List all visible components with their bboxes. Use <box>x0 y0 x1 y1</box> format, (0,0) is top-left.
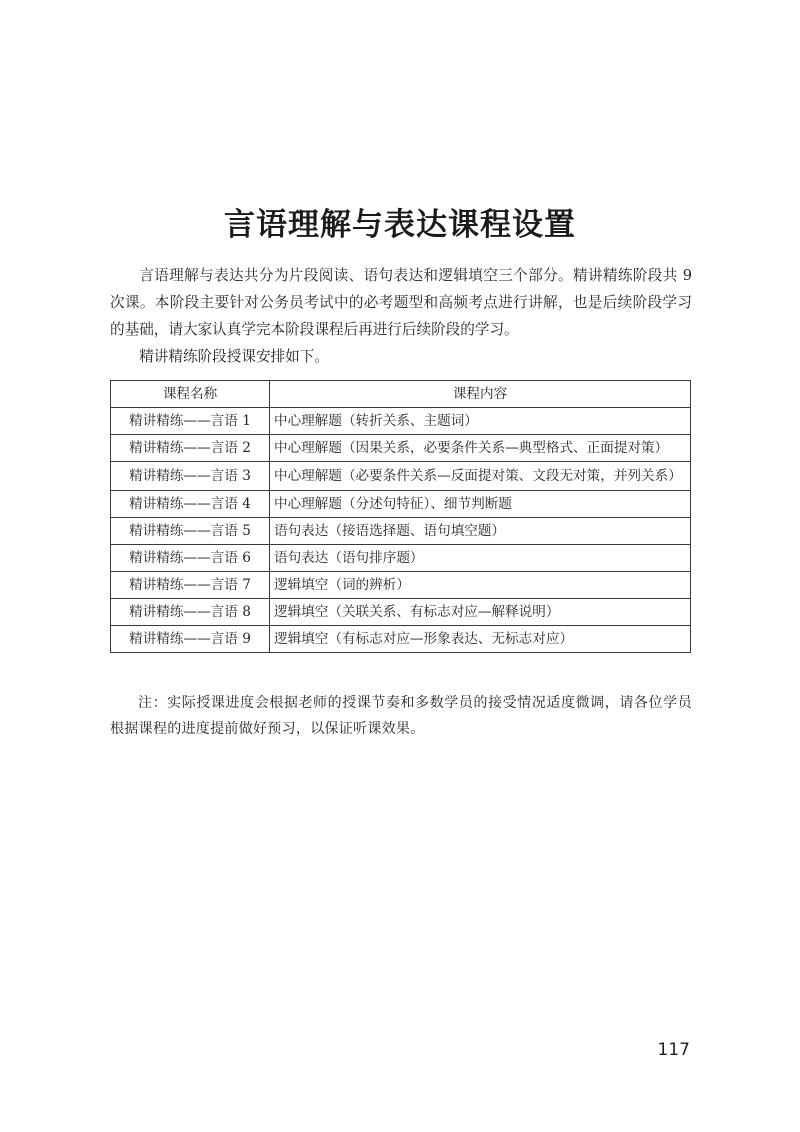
course-content-cell: 语句表达（接语选择题、语句填空题） <box>270 518 691 545</box>
table-row <box>111 518 691 545</box>
course-content-cell: 中心理解题（转折关系、主题词） <box>270 408 691 435</box>
course-name-cell: 精讲精练——言语 9 <box>111 626 270 653</box>
course-content-cell: 逻辑填空（词的辨析） <box>270 572 691 599</box>
course-name-cell: 精讲精练——言语 3 <box>111 462 270 491</box>
page-title: 言语理解与表达课程设置 <box>224 206 576 243</box>
table-row <box>111 435 691 462</box>
table-row <box>111 599 691 626</box>
header-course-name: 课程名称 <box>111 381 270 408</box>
course-name-cell: 精讲精练——言语 7 <box>111 572 270 599</box>
course-content-cell: 中心理解题（因果关系，必要条件关系—典型格式、正面提对策） <box>270 435 691 462</box>
intro-paragraph: 言语理解与表达共分为片段阅读、语句表达和逻辑填空三个部分。精讲精练阶段共 9 次课。本阶段主要针对公务员考试中的必考题型和高频考点进行讲解，也是后续阶段学习的基础，请大家认真学完本阶段课程后再进行后续阶段的学习。 <box>110 267 692 338</box>
course-name-cell: 精讲精练——言语 2 <box>111 435 270 462</box>
course-name-cell: 精讲精练——言语 4 <box>111 491 270 518</box>
table-row <box>111 572 691 599</box>
course-schedule-table <box>110 380 691 653</box>
table-row <box>111 626 691 653</box>
schedule-intro: 精讲精练阶段授课安排如下。 <box>139 348 329 365</box>
course-content-cell: 语句表达（语句排序题） <box>270 545 691 572</box>
course-name-cell: 精讲精练——言语 8 <box>111 599 270 626</box>
intro-section <box>110 262 692 343</box>
table-header-row <box>111 381 691 408</box>
table-row <box>111 491 691 518</box>
header-course-content: 课程内容 <box>270 381 691 408</box>
course-content-cell: 逻辑填空（有标志对应—形象表达、无标志对应） <box>270 626 691 653</box>
course-name-cell: 精讲精练——言语 5 <box>111 518 270 545</box>
course-content-cell: 中心理解题（分述句特征）、细节判断题 <box>270 491 691 518</box>
table-row <box>111 545 691 572</box>
page-number: 117 <box>657 1040 690 1060</box>
course-name-cell: 精讲精练——言语 1 <box>111 408 270 435</box>
table-row <box>111 462 691 491</box>
course-name-cell: 精讲精练——言语 6 <box>111 545 270 572</box>
course-content-cell: 中心理解题（必要条件关系—反面提对策、文段无对策，并列关系） <box>270 462 691 491</box>
table-row <box>111 408 691 435</box>
course-content-cell: 逻辑填空（关联关系、有标志对应—解释说明） <box>270 599 691 626</box>
schedule-note: 注：实际授课进度会根据老师的授课节奏和多数学员的接受情况适度微调，请各位学员根据课程的进度提前做好预习，以保证听课效果。 <box>110 695 692 737</box>
